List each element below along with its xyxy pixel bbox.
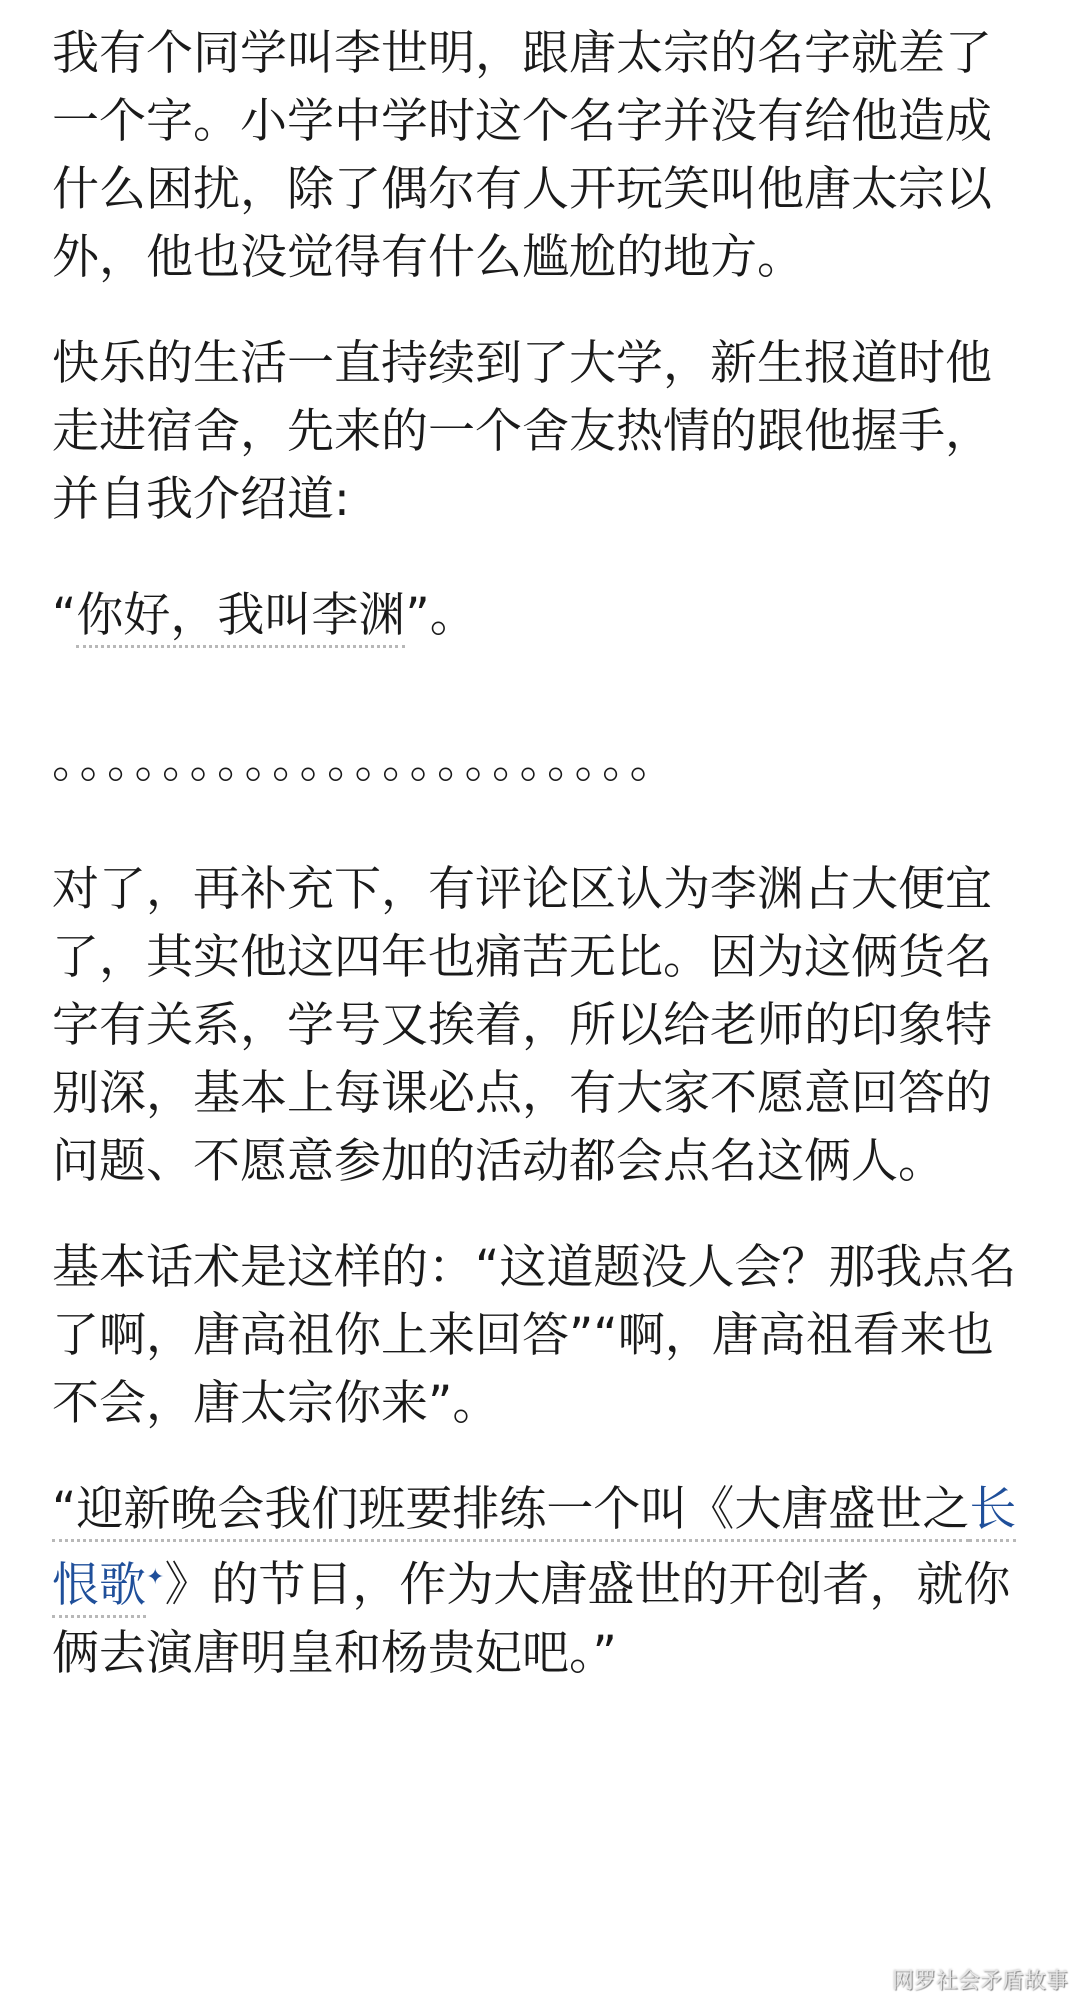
quote-text-part2: 》的节目，作为大唐盛世的开创者，就你俩去演唐明皇和杨贵妃吧。” [52, 1557, 1011, 1681]
quoted-greeting: 你好，我叫李渊 [76, 588, 405, 648]
quote-open-mark: “ [52, 588, 77, 643]
paragraph-2: 快乐的生活一直持续到了大学，新生报道时他走进宿舍，先来的一个舍友热情的跟他握手，并自我介绍道: [52, 336, 992, 527]
paragraph-7-quote [52, 1476, 1032, 1688]
article-body [52, 20, 1032, 1726]
paragraph-6: 基本话术是这样的：“这道题没人会？那我点名了啊，唐高祖你上来回答”“啊，唐高祖看来也不会，唐太宗你来”。 [52, 1240, 1017, 1431]
sparkle-icon: ✦ [146, 1565, 165, 1590]
paragraph-5: 对了，再补充下，有评论区认为李渊占大便宜了，其实他这四年也痛苦无比。因为这俩货名字有关系，学号又挨着，所以给老师的印象特别深，基本上每课必点，有大家不愿意回答的问题、不愿意参加的活动都会点名这俩人。 [52, 862, 992, 1189]
quote-close-mark: ”。 [405, 588, 477, 643]
paragraph-1: 我有个同学叫李世明，跟唐太宗的名字就差了一个字。小学中学时这个名字并没有给他造成什么困扰，除了偶尔有人开玩笑叫他唐太宗以外，他也没觉得有什么尴尬的地方。 [52, 26, 992, 285]
watermark: 网罗社会矛盾故事 [891, 1969, 1068, 1994]
quote-text-part1: “迎新晚会我们班要排练一个叫《大唐盛世之 [52, 1482, 969, 1542]
song-title-link[interactable]: 长恨歌 [52, 1482, 1016, 1618]
ellipsis-dots: 。。。。。。。。。。。。。。。。。。。。。。 [52, 734, 681, 789]
paragraph-3-quote [52, 582, 1032, 650]
